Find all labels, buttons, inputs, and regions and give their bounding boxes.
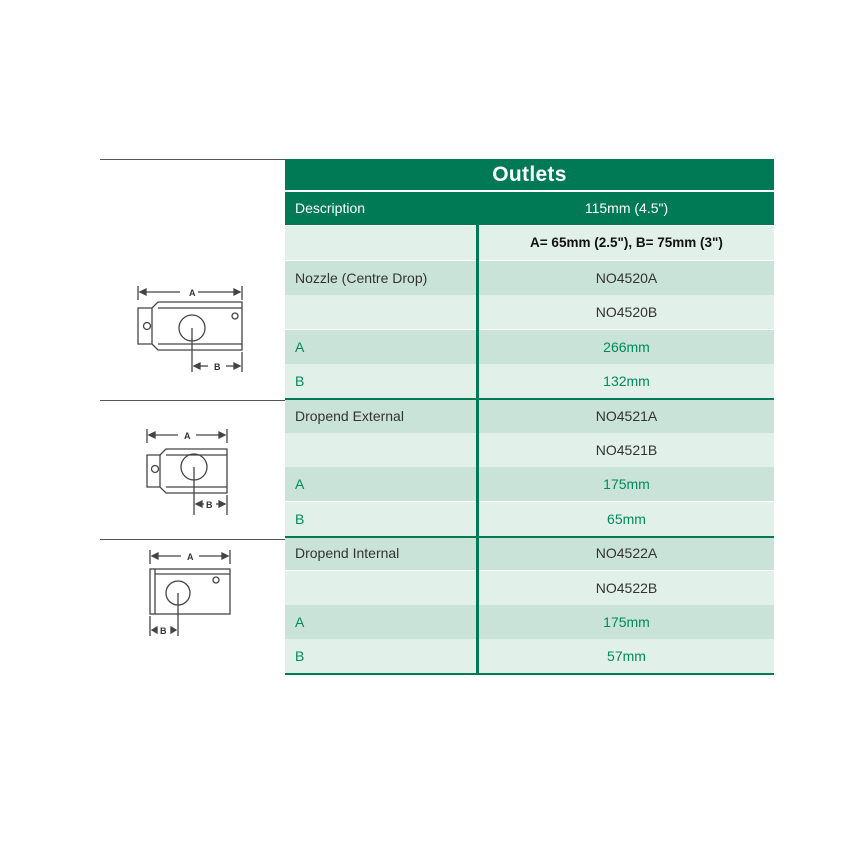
dropend-external-diagram [142, 423, 237, 518]
table-row [285, 295, 774, 329]
row-label: A [295, 614, 305, 630]
row-value: NO4522B [595, 579, 658, 596]
row-label: B [295, 510, 305, 527]
column-header-description: Description [285, 192, 476, 225]
row-label: A [295, 338, 305, 355]
column-header-size: 115mm (4.5") [479, 192, 774, 225]
row-label: Dropend External [295, 407, 404, 424]
row-label: A [295, 476, 305, 493]
table-row [285, 502, 774, 536]
row-value: 175mm [603, 614, 650, 630]
row-value: NO4520A [595, 270, 658, 286]
table-subheader-row [285, 226, 774, 260]
group-separator [285, 536, 774, 538]
separator-rule [100, 539, 285, 540]
table-row [285, 433, 774, 467]
dimension-b-label: B [206, 500, 213, 510]
table-row [285, 639, 774, 673]
row-value: NO4521A [595, 407, 658, 424]
row-label [285, 295, 476, 329]
row-label [285, 433, 476, 467]
table-row [285, 467, 774, 501]
row-label: Dropend Internal [295, 545, 400, 562]
group-separator [285, 398, 774, 400]
group-separator [285, 673, 774, 675]
table-row [285, 261, 774, 295]
dimension-b-label: B [214, 362, 221, 372]
table-row [285, 364, 774, 398]
table-row [285, 605, 774, 639]
row-value: 57mm [607, 648, 646, 665]
separator-rule [100, 159, 285, 160]
row-value: NO4522A [595, 545, 658, 562]
dimension-a-label: A [189, 288, 196, 298]
row-label: B [295, 648, 305, 665]
table-row [285, 536, 774, 570]
dimension-a-label: A [184, 431, 191, 441]
nozzle-centre-drop-diagram [132, 278, 252, 378]
row-label: Nozzle (Centre Drop) [295, 270, 428, 286]
table-title: Outlets [285, 159, 774, 190]
dimension-subheader: A= 65mm (2.5"), B= 75mm (3") [530, 235, 723, 250]
row-value: NO4520B [595, 304, 658, 321]
dropend-internal-diagram [143, 546, 238, 641]
column-divider [476, 192, 479, 675]
row-value: NO4521B [595, 442, 658, 458]
row-value: 266mm [603, 338, 650, 355]
row-value: 65mm [607, 510, 646, 527]
dimension-a-label: A [187, 552, 194, 562]
dimension-b-label: B [160, 626, 167, 636]
table-row [285, 399, 774, 433]
table-cell [285, 226, 476, 260]
separator-rule [100, 400, 285, 401]
table-header-row [285, 192, 774, 225]
table-row [285, 330, 774, 364]
row-label: B [295, 373, 305, 390]
row-value: 132mm [603, 373, 650, 390]
table-row [285, 571, 774, 605]
row-value: 175mm [603, 476, 650, 493]
row-label [285, 571, 476, 605]
